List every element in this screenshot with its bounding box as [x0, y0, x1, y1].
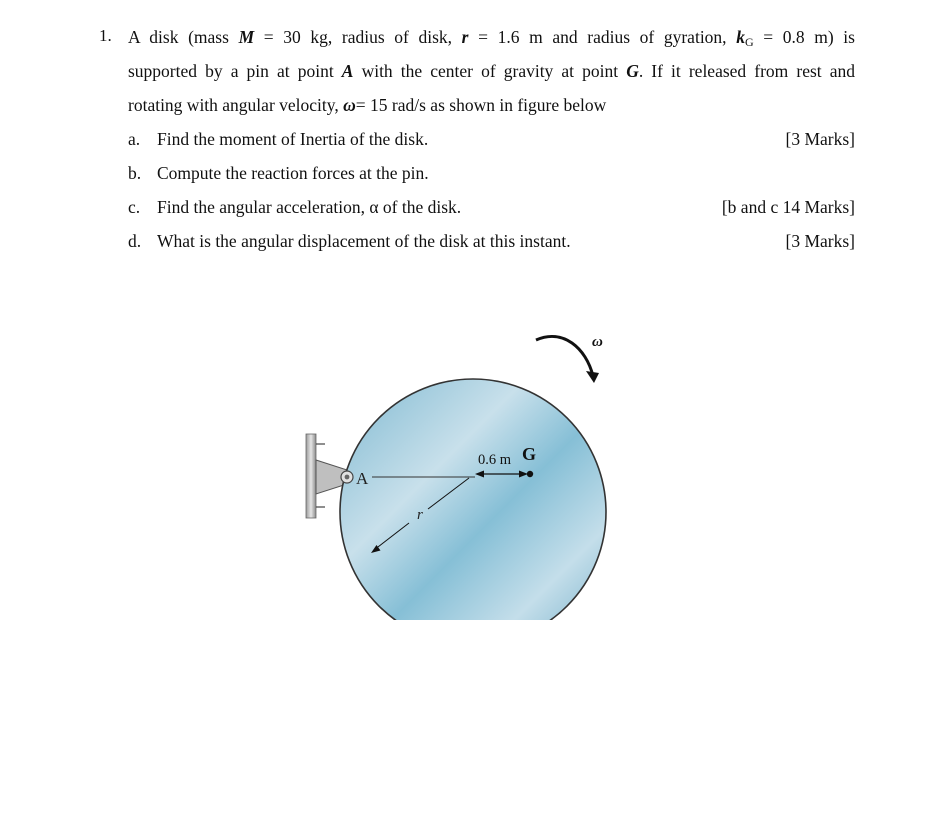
item-marks: [3 Marks] — [785, 129, 855, 149]
label-r: r — [417, 507, 423, 523]
label-distance: 0.6 m — [478, 452, 512, 468]
wall-support — [306, 434, 316, 518]
item-letter: c. — [128, 197, 141, 217]
item-text: Compute the reaction forces at the pin. — [157, 163, 429, 183]
omega-arrowhead — [586, 371, 599, 383]
item-text: What is the angular displacement of the disk at this instant. — [157, 231, 571, 251]
item-text: Find the moment of Inertia of the disk. — [157, 129, 429, 149]
question-line-1: A disk (mass M = 30 kg, radius of disk, r = 1.6 m and radius of gyration, $k_G = 0.8$ m) is — [128, 27, 855, 49]
point-G — [527, 471, 533, 477]
pin-center — [345, 475, 350, 480]
item-text: Find the angular acceleration, α of the disk. — [157, 197, 462, 217]
sub-question-b — [128, 156, 855, 190]
sub-question-a — [128, 122, 855, 156]
disk-figure — [295, 320, 625, 620]
label-G: G — [522, 444, 537, 464]
question-number: 1. — [99, 26, 112, 45]
label-A: A — [356, 469, 369, 488]
omega-arc — [536, 336, 593, 376]
item-letter: b. — [128, 163, 142, 183]
item-marks: [b and c 14 Marks] — [721, 197, 855, 217]
sub-question-d — [128, 224, 855, 258]
question-text — [128, 20, 855, 122]
sub-question-c — [128, 190, 855, 224]
question-line-2: supported by a pin at point A with the center of gravity at point G. If it released from rest and — [128, 61, 855, 81]
item-letter: d. — [128, 231, 142, 251]
item-letter: a. — [128, 129, 141, 149]
item-marks: [3 Marks] — [785, 231, 855, 251]
label-omega: ω — [592, 334, 603, 350]
disk — [340, 379, 606, 620]
question-line-3: rotating with angular velocity, ω= 15 rad/s as shown in figure below — [128, 95, 607, 115]
